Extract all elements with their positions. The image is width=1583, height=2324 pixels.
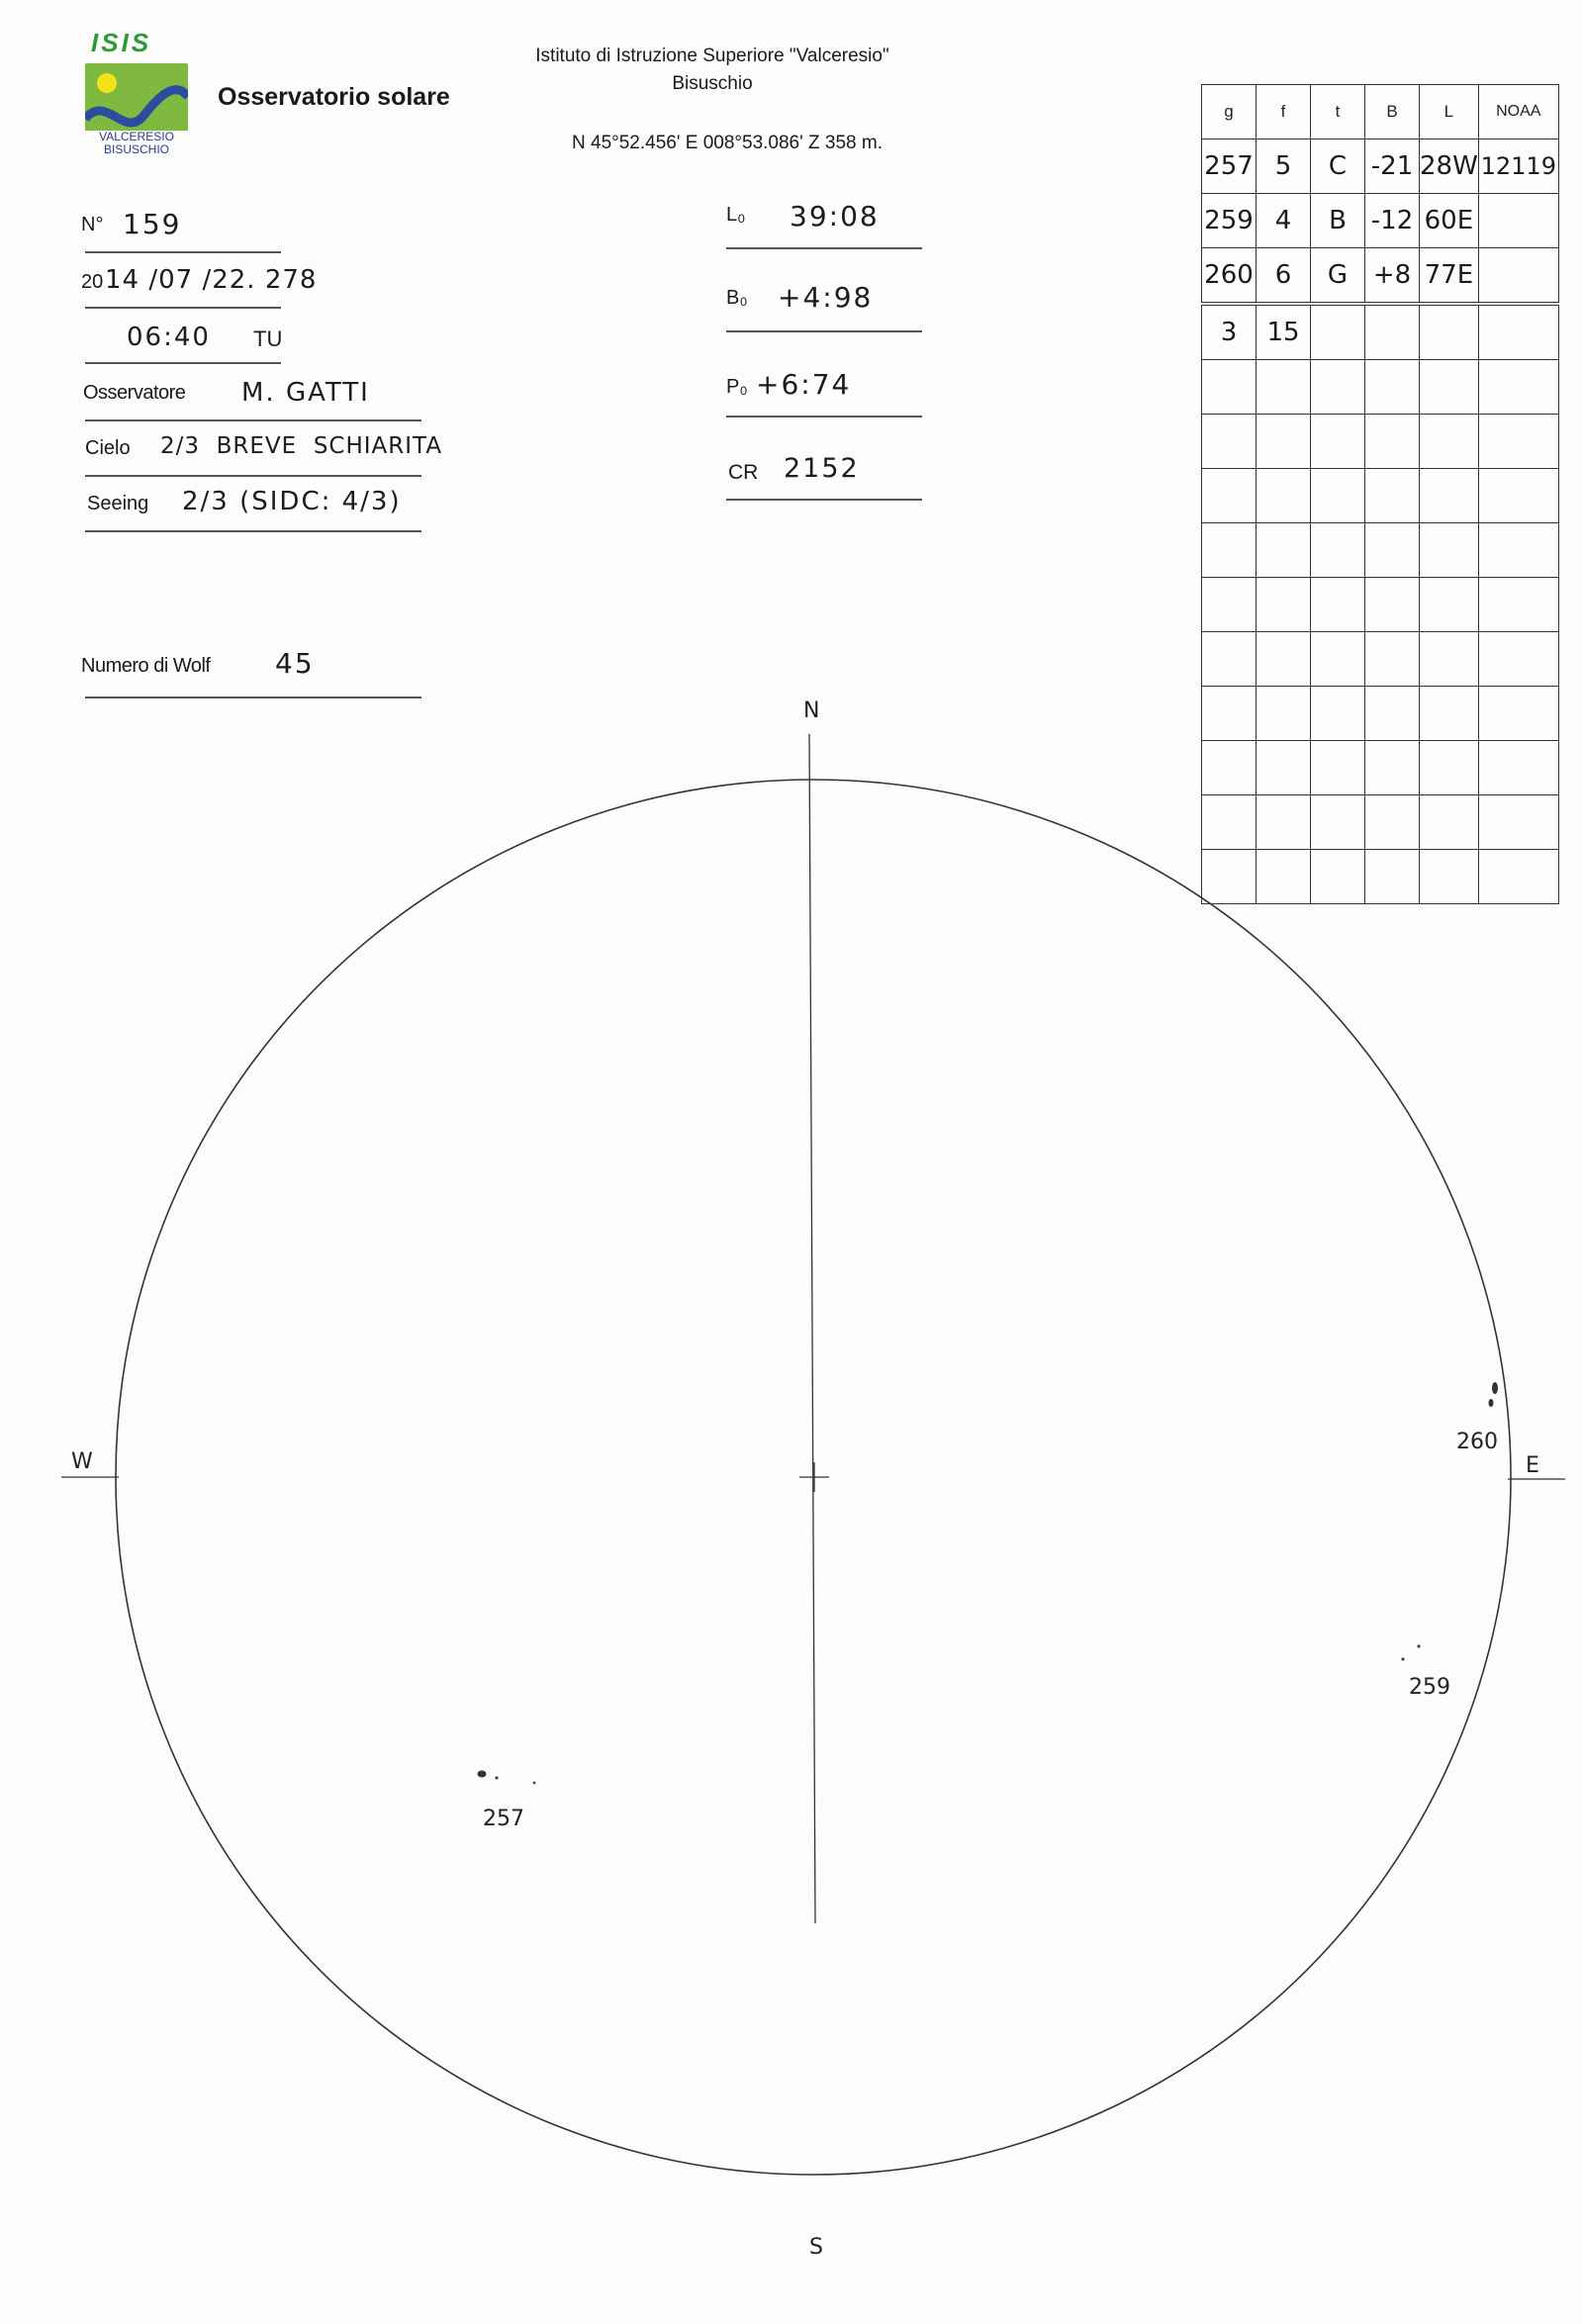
observer-label: Osservatore xyxy=(83,382,186,404)
time-value: 06:40 xyxy=(127,323,211,352)
b0-label: B₀ xyxy=(726,287,748,309)
table-cell: G xyxy=(1311,248,1365,305)
table-cell: 3 xyxy=(1202,304,1257,360)
sunspot-group-label: 257 xyxy=(483,1807,524,1831)
table-cell: 5 xyxy=(1257,139,1311,194)
date-value: 14 /07 /22. 278 xyxy=(105,265,318,295)
number-label: N° xyxy=(81,214,104,235)
wolf-value: 45 xyxy=(275,647,315,680)
seeing-label: Seeing xyxy=(87,493,149,514)
observer-value: M. GATTI xyxy=(241,378,370,408)
sunspot xyxy=(1489,1399,1494,1407)
header-g: g xyxy=(1202,85,1257,139)
table-cell: 77E xyxy=(1420,248,1479,305)
logo-caption-line1: VALCERESIO xyxy=(99,130,174,143)
l0-value: 39:08 xyxy=(790,200,880,232)
east-label: E xyxy=(1526,1453,1539,1478)
cr-value: 2152 xyxy=(784,453,860,484)
west-label: W xyxy=(71,1449,93,1474)
table-cell: 260 xyxy=(1202,248,1257,305)
table-cell: 28W xyxy=(1420,139,1479,194)
seeing-value: 2/3 (SIDC: 4/3) xyxy=(182,487,402,516)
table-cell: -12 xyxy=(1365,194,1420,248)
institute-town: Bisuschio xyxy=(672,73,753,94)
sunspot xyxy=(1492,1382,1498,1394)
wolf-label: Numero di Wolf xyxy=(81,655,211,677)
logo-wordmark: ISIS xyxy=(91,28,152,57)
observatory-coordinates: N 45°52.456' E 008°53.086' Z 358 m. xyxy=(572,133,883,153)
sunspot xyxy=(495,1776,498,1779)
table-cell: +8 xyxy=(1365,248,1420,305)
b0-value: +4:98 xyxy=(778,281,874,314)
time-unit: TU xyxy=(253,326,283,351)
table-cell: 15 xyxy=(1257,304,1311,360)
header-f: f xyxy=(1257,85,1311,139)
table-cell: 4 xyxy=(1257,194,1311,248)
sky-value: 2/3 BREVE SCHIARITA xyxy=(160,433,443,459)
p0-label: P₀ xyxy=(726,376,748,398)
sunspot-group-label: 260 xyxy=(1456,1430,1498,1454)
number-value: 159 xyxy=(123,208,182,240)
sunspot xyxy=(1417,1644,1420,1647)
header-t: t xyxy=(1311,85,1365,139)
institute-name: Istituto di Istruzione Superiore "Valceresio" xyxy=(535,46,889,66)
header-b: B xyxy=(1365,85,1420,139)
sunspot-group-label: 259 xyxy=(1409,1675,1450,1700)
date-prefix: 20 xyxy=(81,271,104,293)
central-meridian xyxy=(809,734,815,1923)
table-cell: C xyxy=(1311,139,1365,194)
sunspot xyxy=(533,1782,536,1785)
l0-label: L₀ xyxy=(726,204,746,226)
p0-value: +6:74 xyxy=(756,368,852,401)
header-noaa: NOAA xyxy=(1478,85,1558,139)
sunspot xyxy=(478,1771,487,1778)
header-l: L xyxy=(1420,85,1479,139)
cr-label: CR xyxy=(728,461,759,484)
table-cell: -21 xyxy=(1365,139,1420,194)
table-cell: 257 xyxy=(1202,139,1257,194)
observatory-title: Osservatorio solare xyxy=(218,83,450,111)
sunspot xyxy=(1401,1657,1404,1660)
table-cell: 259 xyxy=(1202,194,1257,248)
sunspot-group-260 xyxy=(1456,1382,1498,1454)
sunspot-group-257 xyxy=(478,1771,536,1832)
table-cell: 12119 xyxy=(1478,139,1558,194)
table-cell: 60E xyxy=(1420,194,1479,248)
south-label: S xyxy=(809,2235,823,2260)
table-cell: 6 xyxy=(1257,248,1311,305)
logo-caption-line2: BISUSCHIO xyxy=(103,142,169,156)
sky-label: Cielo xyxy=(85,437,131,459)
north-label: N xyxy=(803,698,820,723)
sunspot-group-259 xyxy=(1401,1644,1450,1700)
table-cell: B xyxy=(1311,194,1365,248)
